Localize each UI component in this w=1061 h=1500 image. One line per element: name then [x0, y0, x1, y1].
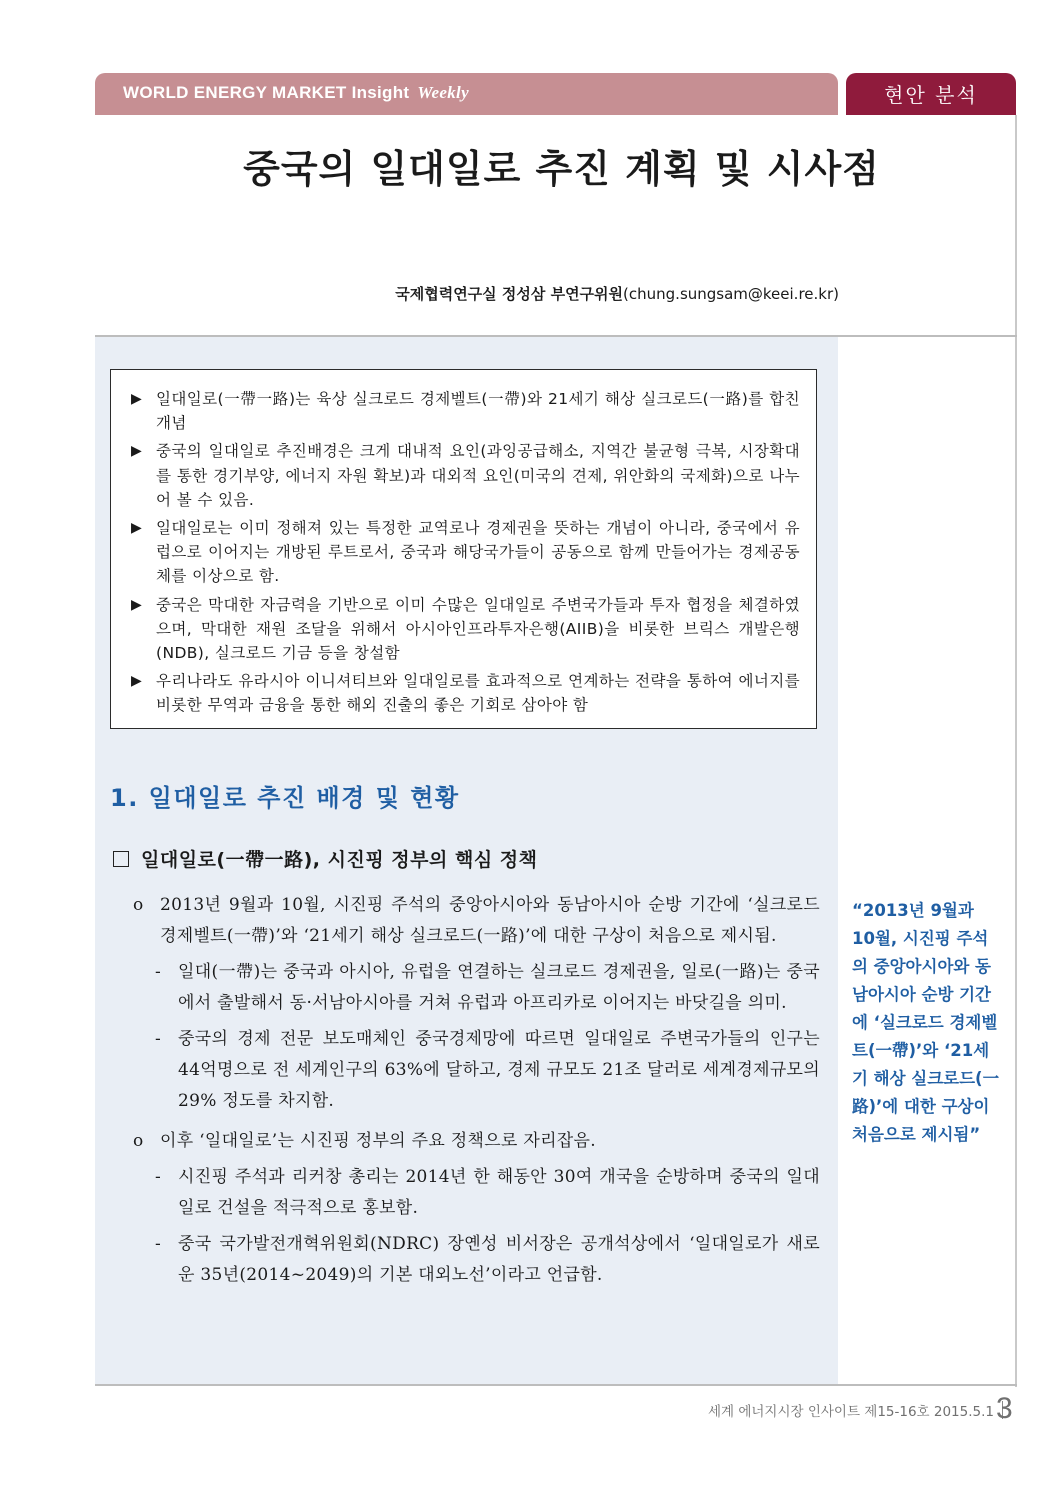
paragraph-text: 2013년 9월과 10월, 시진핑 주석의 중앙아시아와 동남아시아 순방 기간에 ‘실크로드 경제벨트(一帶)’와 ‘21세기 해상 실크로드(一路)’에 대한 구상이 처음으로 제시됨.: [160, 895, 820, 946]
header-bar: [95, 73, 838, 115]
dash-bullet: -: [155, 1234, 162, 1254]
summary-item: [131, 387, 800, 435]
paragraph-item: [130, 1126, 820, 1157]
paragraph-text: 일대(一帶)는 중국과 아시아, 유럽을 연결하는 실크로드 경제권을, 일로(一路)는 중국에서 출발해서 동·서남아시아를 거쳐 유럽과 아프리카로 이어지는 바닷길을 의미.: [178, 962, 820, 1013]
triangle-bullet-icon: ▶: [131, 443, 143, 460]
dash-bullet: -: [155, 1167, 162, 1187]
paragraph-item: [130, 1229, 820, 1291]
author-name: 국제협력연구실 정성삼 부연구위원: [395, 285, 624, 303]
dash-bullet: -: [155, 1029, 162, 1049]
summary-text: 일대일로(一帶一路)는 육상 실크로드 경제벨트(一帶)와 21세기 해상 실크로드(一路)를 합친 개념: [156, 390, 800, 433]
summary-text: 일대일로는 이미 정해져 있는 특정한 교역로나 경제권을 뜻하는 개념이 아니라, 중국에서 유럽으로 이어지는 개방된 루트로서, 중국과 해당국가들이 공동으로 함께 만들어가는 경제공동체를 이상으로 함.: [156, 519, 800, 586]
author-line: [395, 283, 839, 304]
body-text: [130, 890, 820, 1291]
page-title: 중국의 일대일로 추진 계획 및 시사점: [243, 147, 880, 191]
summary-text: 중국은 막대한 자금력을 기반으로 이미 수많은 일대일로 주변국가들과 투자 협정을 체결하였으며, 막대한 재원 조달을 위해서 아시아인프라투자은행(AIIB)을 비롯한 브릭스 개발은행(NDB), 실크로드 기금 등을 창설함: [156, 595, 800, 663]
brand-name: WORLD ENERGY MARKET Insight: [123, 83, 410, 102]
circle-bullet: o: [133, 895, 144, 915]
bottom-divider: [95, 1384, 1017, 1386]
brand-suffix: Weekly: [417, 83, 469, 102]
triangle-bullet-icon: ▶: [131, 520, 143, 537]
right-rule: [1015, 115, 1017, 1387]
dash-bullet: -: [155, 962, 162, 982]
pull-quote: “2013년 9월과 10월, 시진핑 주석의 중앙아시아와 동남아시아 순방 기간에 ‘실크로드 경제벨트(一帶)’와 ‘21세기 해상 실크로드(一路)’에 대한 구상이 처음으로 제시됨”: [852, 901, 1000, 1144]
footer-publication: [708, 1400, 1011, 1420]
summary-item: [131, 516, 800, 589]
publication-brand: [123, 83, 469, 103]
subsection-title: 일대일로(一帶一路), 시진핑 정부의 핵심 정책: [141, 849, 538, 871]
paragraph-text: 중국의 경제 전문 보도매체인 중국경제망에 따르면 일대일로 주변국가들의 인구는 44억명으로 전 세계인구의 63%에 달하고, 경제 규모도 21조 달러로 세계경제규모의 29% 정도를 차지함.: [178, 1029, 820, 1111]
paragraph-text: 중국 국가발전개혁위원회(NDRC) 장옌성 비서장은 공개석상에서 ‘일대일로가 새로운 35년(2014~2049)의 기본 대외노선’이라고 언급함.: [178, 1234, 820, 1285]
summary-text: 우리나라도 유라시아 이니셔티브와 일대일로를 효과적으로 연계하는 전략을 통하여 에너지를 비롯한 무역과 금융을 통한 해외 진출의 좋은 기회로 삼아야 함: [156, 672, 800, 715]
footer-text: 세계 에너지시장 인사이트 제15-16호 2015.5.1: [707, 1404, 994, 1420]
paragraph-item: [130, 1024, 820, 1117]
summary-text: 중국의 일대일로 추진배경은 크게 대내적 요인(과잉공급해소, 지역간 불균형 극복, 시장확대를 통한 경기부양, 에너지 자원 확보)과 대외적 요인(미국의 견제, 위안화의 국제화)으로 나누어 볼 수 있음.: [156, 442, 800, 509]
triangle-bullet-icon: ▶: [131, 596, 143, 613]
circle-bullet: o: [133, 1131, 144, 1151]
author-email[interactable]: (chung.sungsam@keei.re.kr): [623, 285, 839, 303]
page-number: 3: [996, 1392, 1013, 1425]
paragraph-text: 시진핑 주석과 리커창 총리는 2014년 한 해동안 30여 개국을 순방하며 중국의 일대일로 건설을 적극적으로 홍보함.: [178, 1167, 820, 1218]
subsection-heading: [113, 845, 538, 872]
checkbox-square-icon: [113, 851, 129, 867]
triangle-bullet-icon: ▶: [131, 391, 143, 407]
section-tab: 현안 분석: [846, 73, 1016, 115]
section-heading: 1. 일대일로 추진 배경 및 현황: [110, 784, 460, 812]
paragraph-item: [130, 890, 820, 952]
summary-item: [131, 439, 800, 512]
triangle-bullet-icon: ▶: [131, 673, 143, 690]
paragraph-item: [130, 957, 820, 1019]
paragraph-item: [130, 1162, 820, 1224]
summary-item: [131, 669, 800, 717]
paragraph-text: 이후 ‘일대일로’는 시진핑 정부의 주요 정책으로 자리잡음.: [160, 1131, 596, 1151]
summary-item: [131, 593, 800, 666]
summary-box: [110, 369, 817, 729]
